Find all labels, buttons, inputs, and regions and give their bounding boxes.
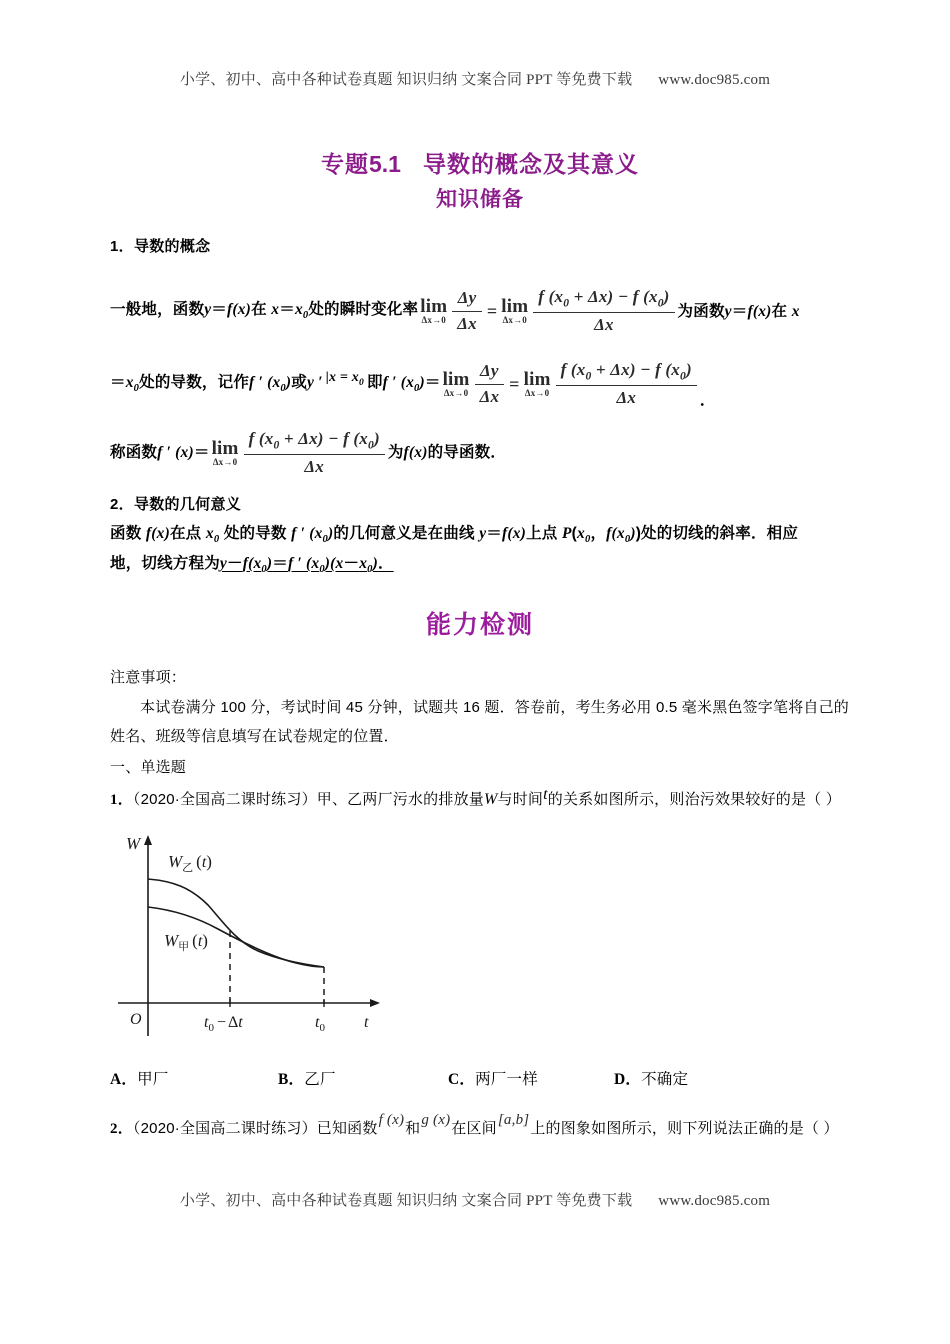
option-d[interactable] <box>614 1067 688 1089</box>
header-text: 小学、初中、高中各种试卷真题 知识归纳 文案合同 PPT 等免费下载 <box>179 72 633 88</box>
question-1-source: （2020·全国高二课时练习） <box>132 791 317 809</box>
page-title <box>110 148 850 181</box>
x-axis-arrow <box>370 999 380 1007</box>
option-b-text: 乙厂 <box>304 1071 336 1089</box>
header-url: www.doc985.com <box>658 72 771 88</box>
question-1-var-W: W <box>483 791 498 809</box>
question-1-figure <box>112 831 850 1051</box>
option-c-label: C． <box>448 1071 476 1089</box>
section-heading-exam: 能力检测 <box>425 611 534 640</box>
heading-derivative-concept: 1．导数的概念 <box>110 238 211 256</box>
concept-text-d: 为函数 <box>677 302 725 320</box>
question-2-text-c: 在区间 <box>451 1120 497 1138</box>
question-2-number: 2． <box>110 1121 133 1138</box>
question-1-options <box>110 1067 850 1089</box>
document-body <box>110 148 850 1147</box>
concept-text-g: 处的导数，记作 <box>139 373 250 391</box>
question-1-text-b: 与时间 <box>497 791 544 809</box>
question-1-text-c: 的关系如图所示，则治污效果较好的是（ ） <box>547 791 841 809</box>
tangent-line-equation: $y-f(x_0)=f$ ′ $(x_0)(x-x_0)$． <box>219 554 394 575</box>
concept-text-c: 处的瞬时变化率 <box>308 300 419 318</box>
x-tick-label-2: $t_0$ <box>315 1014 325 1035</box>
geometric-line-2 <box>110 550 850 580</box>
concept-text-for: 为 <box>387 444 404 462</box>
evaluation-bar: $|x = x_0$ <box>325 369 364 388</box>
question-2-text-d: 上的图象如图所示，则下列说法正确的是（ ） <box>530 1120 839 1138</box>
page-subtitle: 知识储备 <box>436 188 524 212</box>
option-a-text: 甲厂 <box>137 1071 169 1089</box>
page-header <box>0 68 950 89</box>
notice-body: 本试卷满分 100 分，考试时间 45 分钟，试题共 16 题．答卷前，考生务必用 0.5 毫米黑色签字笔将自己的姓名、班级等信息填写在试卷规定的位置． <box>110 698 849 745</box>
x-axis-label: t <box>364 1014 369 1032</box>
y-axis-label: W <box>126 834 141 854</box>
formula-derivative-at-x0: lim Δx→0 $\frac{\Delta y}{\Delta x}$ = lim Δx→0 $\frac{f (x_0 + \Delta x) - f (x_0)}{\Delta x}$ <box>441 359 700 410</box>
question-2-math-fx: f (x) <box>378 1112 405 1129</box>
question-1-stem <box>110 782 850 817</box>
question-1-number: 1． <box>110 792 133 809</box>
footer-text: 小学、初中、高中各种试卷真题 知识归纳 文案合同 PPT 等免费下载 <box>179 1193 633 1209</box>
geometric-line-1: 函数 f(x)在点 $x_0$ 处的导数 f ′ $(x_0)$的几何意义是在曲线 y＝f(x)上点 $P(x_0$，$f(x_0)$)处的切线的斜率．相应 <box>110 525 799 546</box>
option-b[interactable] <box>278 1067 448 1089</box>
origin-label: O <box>130 1011 142 1029</box>
question-2-stem <box>110 1111 850 1147</box>
concept-text-a: 一般地，函数 <box>110 300 205 318</box>
part-heading-single-choice: 一、单选题 <box>110 759 187 776</box>
concept-text-deriv: 的导函数． <box>427 444 507 462</box>
x-tick-label-1: $t_0 - \Delta t$ <box>204 1014 243 1035</box>
question-2-math-interval: [a,b] <box>497 1112 530 1129</box>
question-2-text-a: 已知函数 <box>316 1120 378 1138</box>
title-prefix: 专题 <box>321 151 369 177</box>
geometric-text-pre: 地，切线方程为 <box>110 554 220 572</box>
formula-instantaneous-rate: lim Δx→0 $\frac{\Delta y}{\Delta x}$ = lim Δx→0 $\frac{f (x_0 + \Delta x) - f (x_0)}{\Delta x}$ <box>418 286 677 337</box>
lim-subscript: Δx→0 <box>421 315 446 326</box>
option-d-label: D． <box>614 1071 642 1089</box>
curve-label-w-jia: $W_甲$ (t) <box>164 931 208 954</box>
y-axis-arrow <box>144 835 152 845</box>
option-c[interactable] <box>448 1067 614 1089</box>
formula-derivative-function: lim Δx→0 $\frac{f (x_0 + \Delta x) - f (x_0)}{\Delta x}$ <box>210 428 388 479</box>
lim-operator: lim <box>420 296 448 318</box>
question-1-var-t: t <box>543 786 548 804</box>
option-b-label: B． <box>278 1071 305 1089</box>
option-d-text: 不确定 <box>641 1071 689 1089</box>
question-2-source: （2020·全国高二课时练习） <box>132 1120 317 1138</box>
question-1-text-a: 甲、乙两厂污水的排放量 <box>316 791 484 809</box>
concept-text-call: 称函数 <box>110 444 158 462</box>
option-a-label: A． <box>110 1071 138 1089</box>
footer-url: www.doc985.com <box>658 1193 771 1209</box>
question-2-text-b: 和 <box>405 1120 421 1138</box>
concept-line-2: $=x_0$处的导数，记作f ′ $(x_0)$或y ′ $|x = x_0$ 即f ′ $(x_0)=$ lim Δx→0 $\frac{\Delta y}{\Delta x}$ = lim Δx→0 $\frac{f (x_0 + \Delta x) - f (x_0)}{\Delta x}$ ． <box>110 360 716 409</box>
concept-line-1: 一般地，函数y＝f(x)在 $x=x_0$处的瞬时变化率 lim Δx→0 $\frac{\Delta y}{\Delta x}$ = lim Δx→0 $\frac{f (x_0 + \Delta x) - f (x_0)}{\Delta x}$ 为函数y＝f(x)在 x <box>110 286 850 337</box>
option-a[interactable] <box>110 1067 278 1089</box>
concept-line-3: 称函数f ′ (x)＝ lim Δx→0 $\frac{f (x_0 + \Delta x) - f (x_0)}{\Delta x}$ 为f(x)的导函数． <box>110 428 850 479</box>
curve-label-w-yi: $W_乙$ (t) <box>168 852 212 875</box>
pollution-discharge-chart <box>112 831 392 1046</box>
concept-text-then: 即 <box>366 373 383 391</box>
notice-label: 注意事项： <box>110 669 187 687</box>
title-name: 导数的概念及其意义 <box>422 151 639 177</box>
concept-text-or: 或 <box>291 373 307 391</box>
curve-w-yi <box>148 879 324 967</box>
question-2-math-gx: g (x) <box>421 1112 451 1129</box>
heading-geometric-meaning: 2．导数的几何意义 <box>110 496 242 514</box>
option-c-text: 两厂一样 <box>475 1071 538 1089</box>
title-number: 5.1 <box>369 151 401 177</box>
page-footer <box>0 1189 950 1210</box>
